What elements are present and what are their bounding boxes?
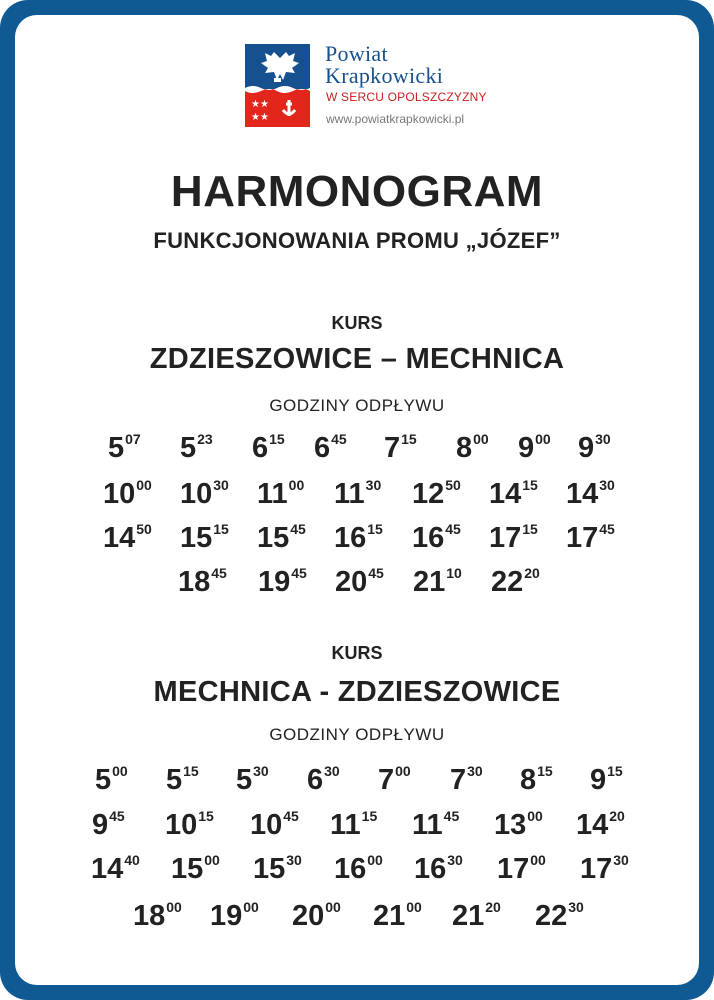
time-minutes: 45: [211, 565, 227, 581]
time-hour: 6: [307, 764, 324, 796]
departure-time: [378, 764, 411, 800]
departure-time: [412, 522, 461, 558]
time-minutes: 20: [524, 565, 540, 581]
time-hour: 5: [108, 432, 125, 464]
departure-time: [535, 900, 584, 936]
coat-of-arms-icon: [245, 44, 310, 127]
departure-time: [258, 566, 307, 602]
section-1-route: ZDZIESZOWICE – MECHNICA: [149, 343, 565, 375]
time-hour: 7: [378, 764, 395, 796]
section-2-label: GODZINY ODPŁYWU: [269, 725, 445, 744]
departure-time: [292, 900, 341, 936]
time-minutes: 30: [595, 431, 611, 447]
time-hour: 14: [566, 478, 599, 510]
time-hour: 17: [489, 522, 522, 554]
departure-time: [253, 853, 302, 889]
time-hour: 17: [497, 853, 530, 885]
departure-time: [413, 566, 462, 602]
time-hour: 8: [520, 764, 537, 796]
time-hour: 7: [384, 432, 401, 464]
time-hour: 10: [103, 478, 136, 510]
departure-time: [166, 764, 199, 800]
departure-time: [520, 764, 553, 800]
time-minutes: 00: [473, 431, 489, 447]
time-hour: 5: [95, 764, 112, 796]
time-minutes: 45: [290, 521, 306, 537]
time-minutes: 40: [124, 852, 140, 868]
time-hour: 16: [334, 522, 367, 554]
departure-time: [252, 432, 285, 468]
time-minutes: 30: [568, 899, 584, 915]
departure-time: [518, 432, 551, 468]
departure-time: [335, 566, 384, 602]
departure-time: [108, 432, 141, 468]
time-hour: 11: [330, 809, 361, 841]
time-minutes: 00: [136, 477, 152, 493]
departure-time: [307, 764, 340, 800]
time-minutes: 30: [365, 477, 382, 493]
time-minutes: 00: [406, 899, 422, 915]
time-minutes: 15: [213, 521, 229, 537]
time-row: [0, 566, 714, 606]
departure-time: [330, 809, 377, 845]
time-hour: 15: [171, 853, 204, 885]
time-minutes: 15: [361, 808, 378, 824]
departure-time: [92, 809, 125, 845]
time-hour: 18: [178, 566, 211, 598]
time-minutes: 30: [613, 852, 629, 868]
departure-time: [165, 809, 214, 845]
time-minutes: 23: [197, 431, 213, 447]
departure-time: [180, 478, 229, 514]
time-hour: 21: [373, 900, 406, 932]
time-minutes: 15: [401, 431, 417, 447]
time-hour: 8: [456, 432, 473, 464]
time-hour: 10: [250, 809, 283, 841]
departure-time: [91, 853, 140, 889]
time-hour: 14: [91, 853, 124, 885]
departure-time: [171, 853, 220, 889]
time-minutes: 00: [288, 477, 305, 493]
time-minutes: 00: [527, 808, 543, 824]
departure-time: [334, 478, 381, 514]
time-row: [0, 764, 714, 804]
departure-time: [497, 853, 546, 889]
departure-time: [412, 478, 461, 514]
departure-time: [257, 522, 306, 558]
time-minutes: 00: [367, 852, 383, 868]
departure-time: [180, 522, 229, 558]
departure-time: [334, 522, 383, 558]
departure-time: [414, 853, 463, 889]
logo-line-1: Powiat: [325, 41, 388, 66]
departure-time: [412, 809, 459, 845]
time-minutes: 00: [166, 899, 182, 915]
time-row: [0, 809, 714, 849]
time-minutes: 07: [125, 431, 141, 447]
time-minutes: 45: [331, 431, 347, 447]
time-minutes: 45: [109, 808, 125, 824]
time-minutes: 30: [213, 477, 229, 493]
time-hour: 19: [210, 900, 243, 932]
time-hour: 14: [576, 809, 609, 841]
time-hour: 9: [578, 432, 595, 464]
time-hour: 20: [292, 900, 325, 932]
time-hour: 16: [334, 853, 367, 885]
time-row: [0, 853, 714, 893]
time-minutes: 30: [253, 763, 269, 779]
time-row: [0, 478, 714, 518]
time-minutes: 45: [445, 521, 461, 537]
time-hour: 10: [165, 809, 198, 841]
time-hour: 13: [494, 809, 527, 841]
time-minutes: 15: [607, 763, 623, 779]
time-hour: 5: [236, 764, 253, 796]
page-title: HARMONOGRAM: [170, 167, 544, 216]
time-minutes: 45: [368, 565, 384, 581]
time-minutes: 00: [325, 899, 341, 915]
departure-time: [257, 478, 304, 514]
departure-time: [491, 566, 540, 602]
svg-text:★★: ★★: [251, 99, 269, 110]
page-subtitle: FUNKCJONOWANIA PROMU „JÓZEF”: [153, 228, 561, 253]
logo-url: www.powiatkrapkowicki.pl: [326, 112, 465, 126]
time-minutes: 15: [269, 431, 285, 447]
departure-time: [489, 478, 538, 514]
time-hour: 21: [452, 900, 485, 932]
time-minutes: 15: [522, 477, 538, 493]
time-hour: 5: [166, 764, 183, 796]
time-row: [0, 432, 714, 472]
time-minutes: 00: [395, 763, 411, 779]
time-hour: 18: [133, 900, 166, 932]
time-minutes: 30: [467, 763, 483, 779]
time-minutes: 15: [183, 763, 199, 779]
time-hour: 17: [580, 853, 613, 885]
departure-time: [578, 432, 611, 468]
time-minutes: 15: [537, 763, 553, 779]
departure-time: [373, 900, 422, 936]
time-hour: 6: [252, 432, 269, 464]
time-minutes: 20: [485, 899, 501, 915]
departure-time: [489, 522, 538, 558]
time-minutes: 50: [445, 477, 461, 493]
time-hour: 9: [590, 764, 607, 796]
departure-time: [566, 522, 615, 558]
time-hour: 16: [414, 853, 447, 885]
departure-time: [103, 478, 152, 514]
time-hour: 5: [180, 432, 197, 464]
departure-time: [103, 522, 152, 558]
time-minutes: 20: [609, 808, 625, 824]
time-minutes: 00: [243, 899, 259, 915]
time-minutes: 15: [522, 521, 538, 537]
time-minutes: 50: [136, 521, 152, 537]
departure-time: [314, 432, 347, 468]
time-hour: 14: [489, 478, 522, 510]
time-hour: 15: [257, 522, 290, 554]
time-hour: 22: [491, 566, 524, 598]
time-minutes: 00: [204, 852, 220, 868]
time-hour: 19: [258, 566, 291, 598]
logo-tagline: W SERCU OPOLSZCZYZNY: [326, 90, 487, 104]
time-hour: 7: [450, 764, 467, 796]
time-minutes: 45: [599, 521, 615, 537]
departure-time: [334, 853, 383, 889]
powiat-logo: [245, 41, 505, 130]
time-hour: 14: [103, 522, 136, 554]
time-minutes: 45: [291, 565, 307, 581]
departure-time: [250, 809, 299, 845]
departure-time: [580, 853, 629, 889]
time-hour: 12: [412, 478, 445, 510]
logo-line-2: Krapkowicki: [325, 63, 444, 88]
departure-time: [180, 432, 213, 468]
section-1-kurs: KURS: [331, 313, 383, 333]
time-row: [0, 900, 714, 940]
departure-time: [95, 764, 128, 800]
time-hour: 11: [257, 478, 288, 510]
time-hour: 9: [518, 432, 535, 464]
time-minutes: 30: [286, 852, 302, 868]
time-hour: 21: [413, 566, 446, 598]
time-hour: 6: [314, 432, 331, 464]
departure-time: [133, 900, 182, 936]
time-minutes: 15: [367, 521, 383, 537]
time-hour: 22: [535, 900, 568, 932]
time-hour: 9: [92, 809, 109, 841]
time-hour: 16: [412, 522, 445, 554]
departure-time: [590, 764, 623, 800]
departure-time: [566, 478, 615, 514]
time-hour: 11: [412, 809, 443, 841]
svg-text:★★: ★★: [251, 112, 269, 123]
departure-time: [494, 809, 543, 845]
time-minutes: 30: [599, 477, 615, 493]
time-hour: 10: [180, 478, 213, 510]
section-1-label: GODZINY ODPŁYWU: [269, 396, 445, 415]
time-hour: 15: [253, 853, 286, 885]
departure-time: [236, 764, 269, 800]
time-minutes: 15: [198, 808, 214, 824]
section-2-kurs: KURS: [331, 643, 383, 663]
time-hour: 20: [335, 566, 368, 598]
departure-time: [456, 432, 489, 468]
departure-time: [450, 764, 483, 800]
time-hour: 17: [566, 522, 599, 554]
section-2-route: MECHNICA - ZDZIESZOWICE: [153, 676, 561, 708]
departure-time: [384, 432, 417, 468]
time-minutes: 45: [443, 808, 460, 824]
time-minutes: 30: [324, 763, 340, 779]
time-hour: 11: [334, 478, 365, 510]
time-minutes: 00: [112, 763, 128, 779]
time-minutes: 10: [446, 565, 462, 581]
departure-time: [452, 900, 501, 936]
time-minutes: 00: [535, 431, 551, 447]
time-minutes: 00: [530, 852, 546, 868]
time-row: [0, 522, 714, 562]
time-minutes: 30: [447, 852, 463, 868]
time-hour: 15: [180, 522, 213, 554]
departure-time: [576, 809, 625, 845]
departure-time: [178, 566, 227, 602]
time-minutes: 45: [283, 808, 299, 824]
departure-time: [210, 900, 259, 936]
